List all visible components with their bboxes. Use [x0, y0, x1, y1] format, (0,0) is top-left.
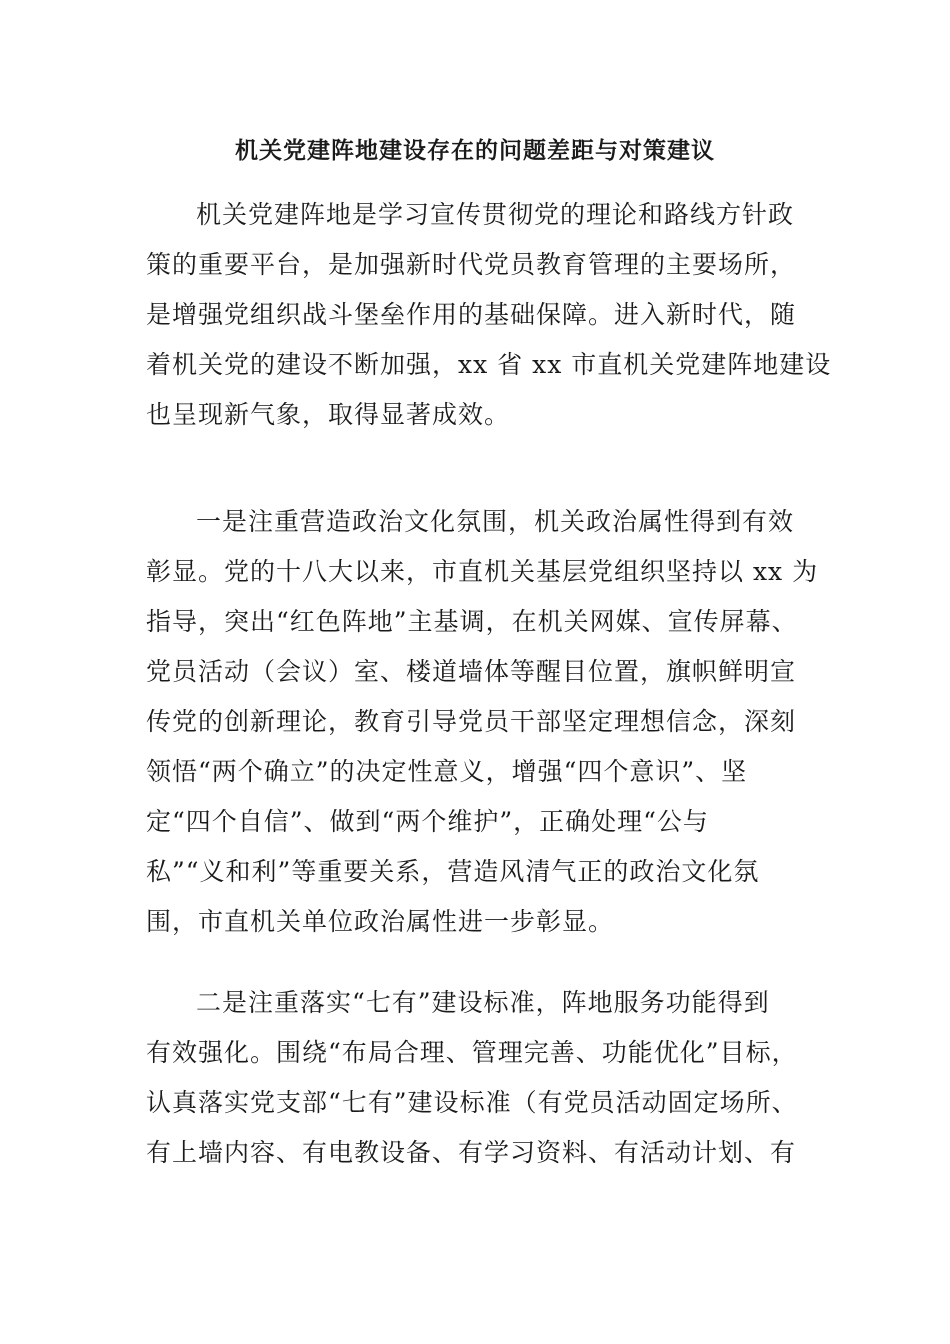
paragraph-line: 私”“义和利”等重要关系，营造风清气正的政治文化氛 [146, 857, 760, 886]
paragraph-line: 认真落实党支部“七有”建设标准（有党员活动固定场所、 [146, 1088, 798, 1117]
paragraph-line: 有上墙内容、有电教设备、有学习资料、有活动计划、有 [146, 1138, 797, 1167]
paragraph-point-two [146, 978, 806, 1178]
paragraph-line: 着机关党的建设不断加强，xx 省 xx 市直机关党建阵地建设 [146, 350, 832, 379]
paragraph-line: 有效强化。围绕“布局合理、管理完善、功能优化”目标， [146, 1038, 798, 1067]
paragraph-line: 也呈现新气象，取得显著成效。 [146, 400, 511, 429]
paragraph-line: 传党的创新理论，教育引导党员干部坚定理想信念，深刻 [146, 707, 797, 736]
paragraph-line: 二是注重落实“七有”建设标准，阵地服务功能得到 [196, 988, 770, 1017]
document-title: 机关党建阵地建设存在的问题差距与对策建议 [235, 137, 715, 164]
paragraph-intro [146, 190, 832, 440]
paragraph-point-one [146, 497, 819, 947]
paragraph-line: 领悟“两个确立”的决定性意义，增强“四个意识”、坚 [146, 757, 748, 786]
paragraph-line: 一是注重营造政治文化氛围，机关政治属性得到有效 [196, 507, 795, 536]
paragraph-line: 彰显。党的十八大以来，市直机关基层党组织坚持以 xx 为 [146, 557, 819, 586]
paragraph-line: 党员活动（会议）室、楼道墙体等醒目位置，旗帜鲜明宣 [146, 657, 797, 686]
paragraph-line: 机关党建阵地是学习宣传贯彻党的理论和路线方针政 [196, 200, 795, 229]
paragraph-line: 指导，突出“红色阵地”主基调，在机关网媒、宣传屏幕、 [146, 607, 798, 636]
paragraph-line: 是增强党组织战斗堡垒作用的基础保障。进入新时代，随 [146, 300, 797, 329]
paragraph-line: 围，市直机关单位政治属性进一步彰显。 [146, 907, 615, 936]
paragraph-line: 策的重要平台，是加强新时代党员教育管理的主要场所， [146, 250, 797, 279]
paragraph-line: 定“四个自信”、做到“两个维护”，正确处理“公与 [146, 807, 709, 836]
